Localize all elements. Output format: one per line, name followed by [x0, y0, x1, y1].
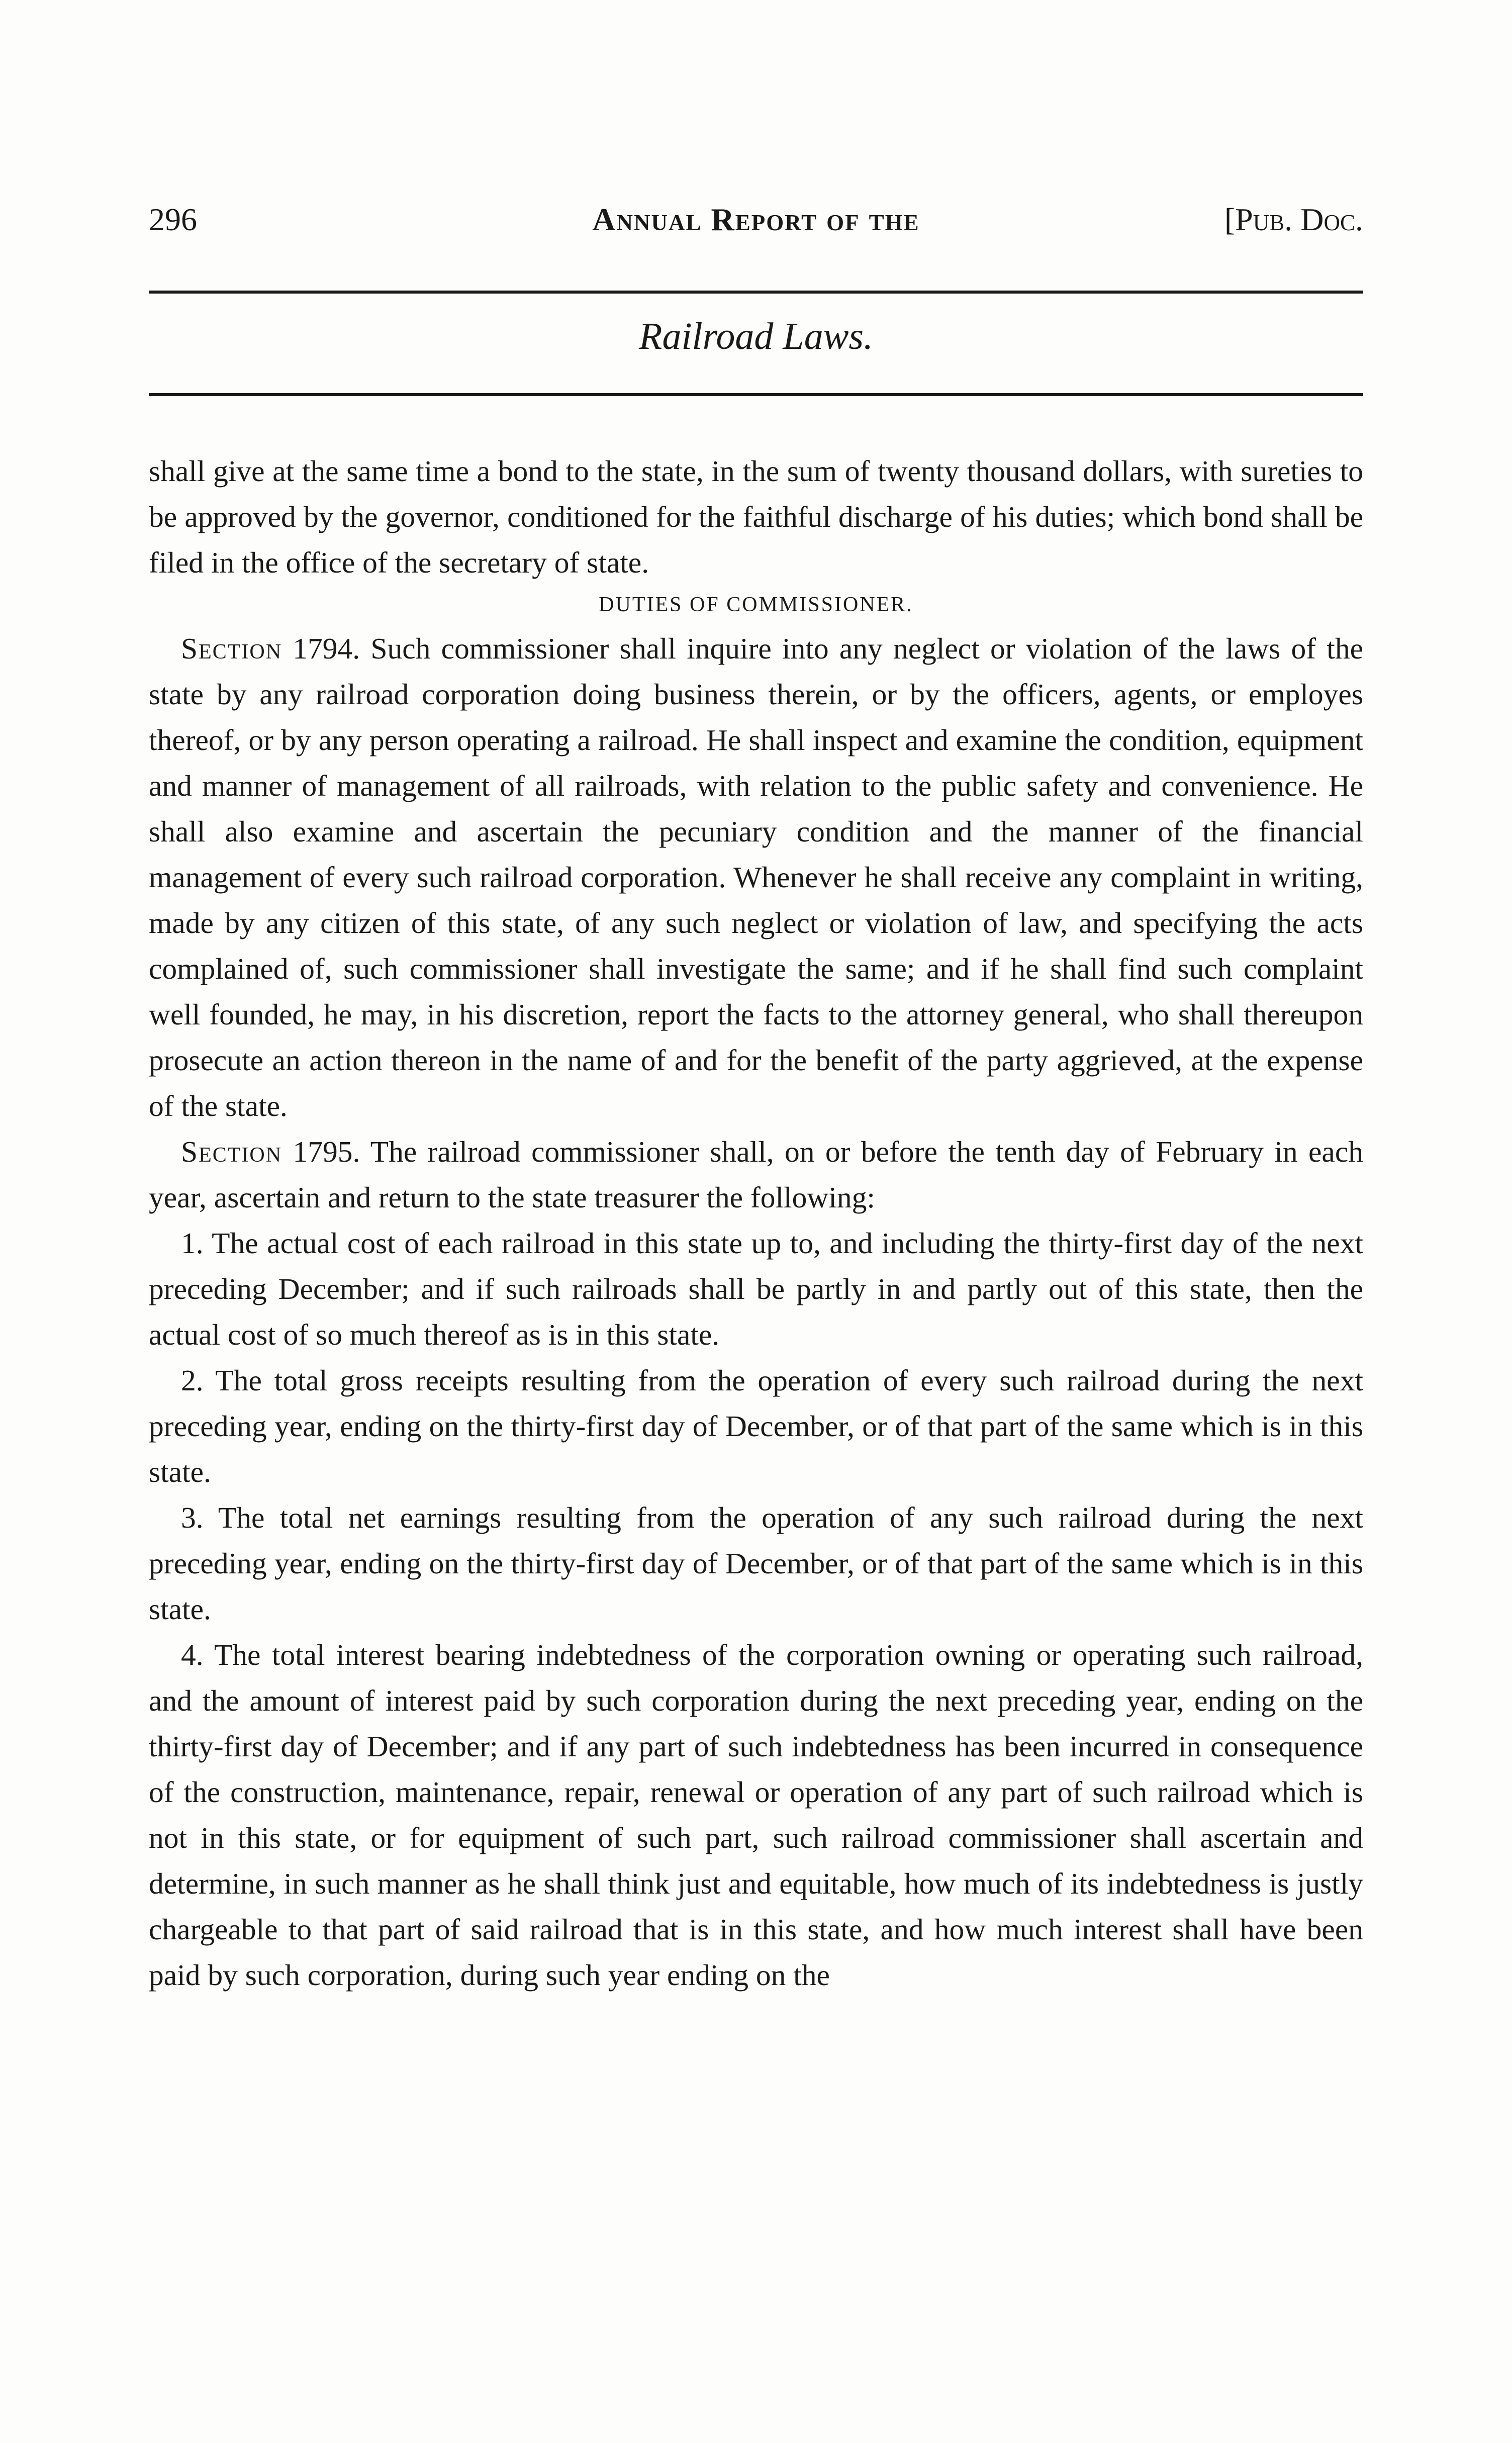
subheading-duties: DUTIES OF COMMISSIONER. [599, 593, 913, 616]
list-item-1: 1. The actual cost of each railroad in this state up to, and including the thirty-first day of the next preceding December; and if such railroads shall be partly in and partly out of this state, then the actual cost of so much thereof as is in this state. [149, 1227, 1363, 1351]
running-head-title: Annual Report of the [592, 202, 920, 237]
section-label: Section [181, 1135, 282, 1168]
list-item-2: 2. The total gross receipts resulting from the operation of every such railroad during the next preceding year, ending on the thirty-first day of December, or of that part of the same which is in this state. [149, 1364, 1363, 1488]
header-rule-bottom [149, 393, 1363, 396]
list-item-3: 3. The total net earnings resulting from the operation of any such railroad during the next preceding year, ending on the thirty-first day of December, or of that part of the same which is in this state. [149, 1501, 1363, 1626]
section-1795-text: 1795. The railroad commissioner shall, on or before the tenth day of February in each year, ascertain and return to the state treasurer the following: [149, 1135, 1363, 1214]
paragraph-section-1795 [149, 1129, 1363, 1220]
running-head-document-label: [Pub. Doc. [1224, 202, 1363, 237]
list-item-4: 4. The total interest bearing indebtedness of the corporation owning or operating such railroad, and the amount of interest paid by such corporation during the next preceding year, ending on the thirty-first day of December; and if any part of such indebtedness has been incurred in consequence of the construction, maintenance, repair, renewal or operation of any part of such railroad which is not in this state, or for equipment of such part, such railroad commissioner shall ascertain and determine, in such manner as he shall think just and equitable, how much of its indebtedness is justly chargeable to that part of said railroad that is in this state, and how much interest shall have been paid by such corporation, during such year ending on the [149, 1638, 1363, 1992]
section-label: Section [181, 632, 282, 665]
paragraph-continuation: shall give at the same time a bond to the state, in the sum of twenty thousand dollars, with sureties to be approved by the governor, conditioned for the faithful discharge of his duties; which bond shall be filed in the office of the secretary of state. [149, 454, 1363, 579]
page-number: 296 [149, 202, 197, 237]
running-head [149, 196, 1363, 251]
paragraph-section-1794 [149, 626, 1363, 1129]
body-text [149, 448, 1363, 1998]
header-rule-top [149, 291, 1363, 294]
section-title: Railroad Laws. [639, 315, 873, 357]
section-1794-text: 1794. Such commissioner shall inquire into any neglect or violation of the laws of the state by any railroad corporation doing business therein, or by the officers, agents, or employes thereof, or by any person operating a railroad. He shall inspect and examine the condition, equipment and manner of management of all railroads, with relation to the public safety and convenience. He shall also examine and ascertain the pecuniary condition and the manner of the financial management of every such railroad corporation. Whenever he shall receive any complaint in writing, made by any citizen of this state, of any such neglect or violation of law, and specifying the acts complained of, such commissioner shall investigate the same; and if he shall find such complaint well founded, he may, in his discretion, report the facts to the attorney general, who shall thereupon prosecute an action thereon in the name of and for the benefit of the party aggrieved, at the expense of the state. [149, 632, 1363, 1122]
